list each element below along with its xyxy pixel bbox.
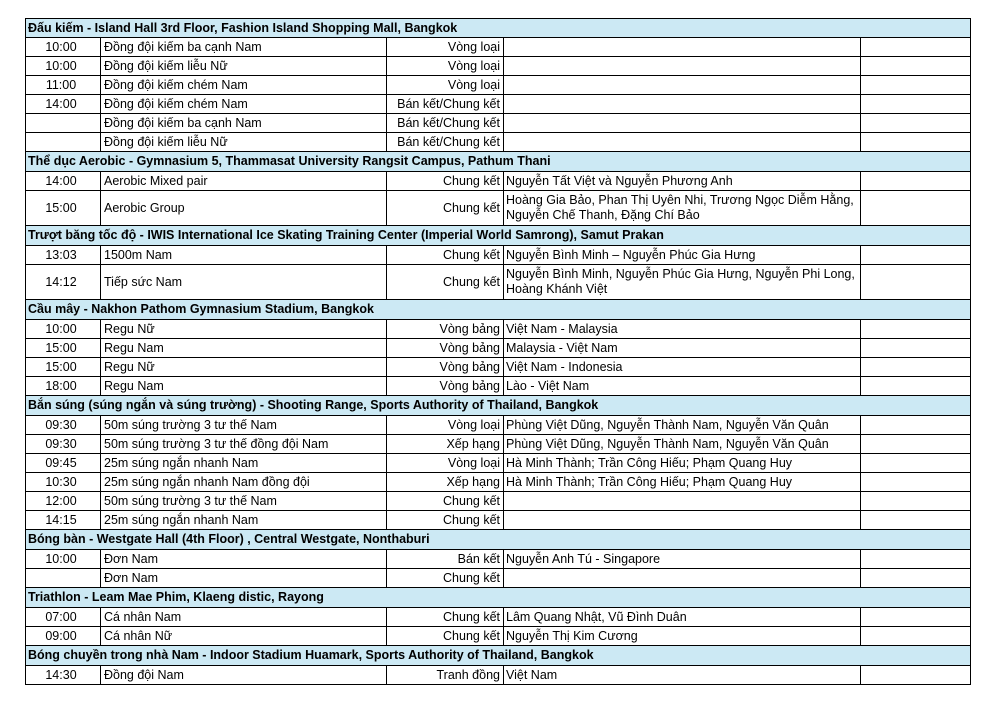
round-cell[interactable]: Vòng bảng — [387, 377, 504, 395]
table-row[interactable] — [25, 569, 971, 588]
event-cell[interactable]: Đồng đội kiếm liễu Nữ — [101, 133, 387, 151]
time-cell[interactable]: 09:30 — [26, 435, 101, 453]
time-cell[interactable] — [26, 114, 101, 132]
round-cell[interactable]: Chung kết — [387, 608, 504, 626]
round-cell[interactable]: Chung kết — [387, 265, 504, 299]
table-row[interactable] — [25, 114, 971, 133]
time-cell[interactable]: 12:00 — [26, 492, 101, 510]
round-cell[interactable]: Bán kết — [387, 550, 504, 568]
empty-cell[interactable] — [861, 38, 972, 56]
athletes-cell[interactable]: Nguyễn Thị Kim Cương — [504, 627, 861, 645]
empty-cell[interactable] — [861, 666, 972, 684]
time-cell[interactable]: 14:30 — [26, 666, 101, 684]
athletes-cell[interactable]: Lào - Việt Nam — [504, 377, 861, 395]
time-cell[interactable]: 10:00 — [26, 550, 101, 568]
event-cell[interactable]: 1500m Nam — [101, 246, 387, 264]
empty-cell[interactable] — [861, 265, 972, 299]
round-cell[interactable]: Vòng loại — [387, 76, 504, 94]
athletes-cell[interactable]: Phùng Việt Dũng, Nguyễn Thành Nam, Nguyễn Văn Quân — [504, 416, 861, 434]
time-cell[interactable]: 11:00 — [26, 76, 101, 94]
empty-cell[interactable] — [861, 76, 972, 94]
event-cell[interactable]: 50m súng trường 3 tư thế Nam — [101, 492, 387, 510]
empty-cell[interactable] — [861, 358, 972, 376]
event-cell[interactable]: Đơn Nam — [101, 569, 387, 587]
table-row[interactable] — [25, 550, 971, 569]
empty-cell[interactable] — [861, 473, 972, 491]
time-cell[interactable]: 15:00 — [26, 358, 101, 376]
schedule-table — [25, 18, 971, 685]
event-cell[interactable]: Đơn Nam — [101, 550, 387, 568]
empty-cell[interactable] — [861, 339, 972, 357]
table-row[interactable] — [25, 133, 971, 152]
table-row[interactable] — [25, 377, 971, 396]
time-cell[interactable]: 14:12 — [26, 265, 101, 299]
section-header[interactable]: Cầu mây - Nakhon Pathom Gymnasium Stadium, Bangkok — [25, 300, 971, 320]
round-cell[interactable]: Chung kết — [387, 172, 504, 190]
round-cell[interactable]: Vòng loại — [387, 454, 504, 472]
athletes-cell[interactable]: Nguyễn Tất Việt và Nguyễn Phương Anh — [504, 172, 861, 190]
table-row[interactable] — [25, 246, 971, 265]
event-cell[interactable]: Cá nhân Nam — [101, 608, 387, 626]
section-header[interactable]: Thể dục Aerobic - Gymnasium 5, Thammasat University Rangsit Campus, Pathum Thani — [25, 152, 971, 172]
table-row[interactable] — [25, 38, 971, 57]
athletes-cell[interactable] — [504, 57, 861, 75]
table-row[interactable] — [25, 191, 971, 226]
table-row[interactable] — [25, 608, 971, 627]
section-header[interactable]: Triathlon - Leam Mae Phim, Klaeng distic, Rayong — [25, 588, 971, 608]
round-cell[interactable]: Bán kết/Chung kết — [387, 133, 504, 151]
empty-cell[interactable] — [861, 435, 972, 453]
event-cell[interactable]: Regu Nam — [101, 339, 387, 357]
round-cell[interactable]: Tranh đồng — [387, 666, 504, 684]
event-cell[interactable]: Đồng đội kiếm chém Nam — [101, 95, 387, 113]
event-cell[interactable]: Đồng đội Nam — [101, 666, 387, 684]
table-row[interactable] — [25, 627, 971, 646]
event-cell[interactable]: Cá nhân Nữ — [101, 627, 387, 645]
athletes-cell[interactable]: Hoàng Gia Bảo, Phan Thị Uyên Nhi, Trương Ngọc Diễm Hằng, Nguyễn Chế Thanh, Đặng Chí Bảo — [504, 191, 861, 225]
empty-cell[interactable] — [861, 133, 972, 151]
table-row[interactable] — [25, 492, 971, 511]
event-cell[interactable]: Regu Nữ — [101, 320, 387, 338]
time-cell[interactable] — [26, 133, 101, 151]
time-cell[interactable]: 13:03 — [26, 246, 101, 264]
athletes-cell[interactable]: Hà Minh Thành; Trần Công Hiếu; Phạm Quang Huy — [504, 473, 861, 491]
athletes-cell[interactable] — [504, 76, 861, 94]
round-cell[interactable]: Vòng loại — [387, 57, 504, 75]
time-cell[interactable]: 10:00 — [26, 38, 101, 56]
athletes-cell[interactable] — [504, 511, 861, 529]
empty-cell[interactable] — [861, 191, 972, 225]
event-cell[interactable]: 25m súng ngắn nhanh Nam — [101, 511, 387, 529]
section-header[interactable]: Bắn súng (súng ngắn và súng trường) - Shooting Range, Sports Authority of Thailand, Bangkok — [25, 396, 971, 416]
empty-cell[interactable] — [861, 511, 972, 529]
event-cell[interactable]: Đồng đội kiếm liễu Nữ — [101, 57, 387, 75]
round-cell[interactable]: Vòng loại — [387, 38, 504, 56]
empty-cell[interactable] — [861, 608, 972, 626]
section-header[interactable]: Trượt băng tốc độ - IWIS International Ice Skating Training Center (Imperial World Samrong), Samut Prakan — [25, 226, 971, 246]
round-cell[interactable]: Chung kết — [387, 191, 504, 225]
athletes-cell[interactable]: Malaysia - Việt Nam — [504, 339, 861, 357]
athletes-cell[interactable] — [504, 38, 861, 56]
empty-cell[interactable] — [861, 377, 972, 395]
time-cell[interactable]: 14:00 — [26, 95, 101, 113]
athletes-cell[interactable] — [504, 492, 861, 510]
table-row[interactable] — [25, 320, 971, 339]
athletes-cell[interactable]: Nguyễn Bình Minh – Nguyễn Phúc Gia Hưng — [504, 246, 861, 264]
empty-cell[interactable] — [861, 114, 972, 132]
section-header[interactable]: Bóng chuyền trong nhà Nam - Indoor Stadium Huamark, Sports Authority of Thailand, Bangkok — [25, 646, 971, 666]
event-cell[interactable]: 25m súng ngắn nhanh Nam — [101, 454, 387, 472]
athletes-cell[interactable]: Hà Minh Thành; Trần Công Hiếu; Phạm Quang Huy — [504, 454, 861, 472]
table-row[interactable] — [25, 265, 971, 300]
round-cell[interactable]: Bán kết/Chung kết — [387, 114, 504, 132]
table-row[interactable] — [25, 511, 971, 530]
event-cell[interactable]: Aerobic Group — [101, 191, 387, 225]
table-row[interactable] — [25, 76, 971, 95]
event-cell[interactable]: 25m súng ngắn nhanh Nam đồng đội — [101, 473, 387, 491]
event-cell[interactable]: Đồng đội kiếm ba cạnh Nam — [101, 38, 387, 56]
table-row[interactable] — [25, 339, 971, 358]
empty-cell[interactable] — [861, 454, 972, 472]
round-cell[interactable]: Vòng loại — [387, 416, 504, 434]
empty-cell[interactable] — [861, 627, 972, 645]
empty-cell[interactable] — [861, 569, 972, 587]
time-cell[interactable]: 15:00 — [26, 339, 101, 357]
round-cell[interactable]: Vòng bảng — [387, 339, 504, 357]
empty-cell[interactable] — [861, 550, 972, 568]
table-row[interactable] — [25, 435, 971, 454]
time-cell[interactable]: 10:00 — [26, 57, 101, 75]
time-cell[interactable]: 07:00 — [26, 608, 101, 626]
event-cell[interactable]: Regu Nam — [101, 377, 387, 395]
time-cell[interactable]: 10:00 — [26, 320, 101, 338]
round-cell[interactable]: Chung kết — [387, 492, 504, 510]
table-row[interactable] — [25, 57, 971, 76]
time-cell[interactable]: 09:30 — [26, 416, 101, 434]
table-row[interactable] — [25, 358, 971, 377]
round-cell[interactable]: Xếp hạng — [387, 473, 504, 491]
time-cell[interactable]: 14:15 — [26, 511, 101, 529]
athletes-cell[interactable]: Nguyễn Anh Tú - Singapore — [504, 550, 861, 568]
athletes-cell[interactable]: Việt Nam — [504, 666, 861, 684]
athletes-cell[interactable] — [504, 114, 861, 132]
athletes-cell[interactable] — [504, 133, 861, 151]
table-row[interactable] — [25, 666, 971, 685]
empty-cell[interactable] — [861, 57, 972, 75]
time-cell[interactable]: 15:00 — [26, 191, 101, 225]
event-cell[interactable]: Regu Nữ — [101, 358, 387, 376]
athletes-cell[interactable] — [504, 95, 861, 113]
event-cell[interactable]: Đồng đội kiếm chém Nam — [101, 76, 387, 94]
round-cell[interactable]: Bán kết/Chung kết — [387, 95, 504, 113]
athletes-cell[interactable]: Lâm Quang Nhật, Vũ Đình Duân — [504, 608, 861, 626]
athletes-cell[interactable]: Phùng Việt Dũng, Nguyễn Thành Nam, Nguyễn Văn Quân — [504, 435, 861, 453]
time-cell[interactable]: 09:45 — [26, 454, 101, 472]
event-cell[interactable]: Đồng đội kiếm ba cạnh Nam — [101, 114, 387, 132]
event-cell[interactable]: 50m súng trường 3 tư thế Nam — [101, 416, 387, 434]
athletes-cell[interactable]: Việt Nam - Indonesia — [504, 358, 861, 376]
athletes-cell[interactable]: Nguyễn Bình Minh, Nguyễn Phúc Gia Hưng, Nguyễn Phi Long, Hoàng Khánh Việt — [504, 265, 861, 299]
empty-cell[interactable] — [861, 172, 972, 190]
round-cell[interactable]: Chung kết — [387, 627, 504, 645]
empty-cell[interactable] — [861, 492, 972, 510]
table-row[interactable] — [25, 473, 971, 492]
round-cell[interactable]: Chung kết — [387, 246, 504, 264]
table-row[interactable] — [25, 416, 971, 435]
round-cell[interactable]: Chung kết — [387, 569, 504, 587]
time-cell[interactable]: 09:00 — [26, 627, 101, 645]
table-row[interactable] — [25, 454, 971, 473]
time-cell[interactable]: 10:30 — [26, 473, 101, 491]
event-cell[interactable]: 50m súng trường 3 tư thế đồng đội Nam — [101, 435, 387, 453]
empty-cell[interactable] — [861, 95, 972, 113]
round-cell[interactable]: Vòng bảng — [387, 320, 504, 338]
event-cell[interactable]: Aerobic Mixed pair — [101, 172, 387, 190]
empty-cell[interactable] — [861, 246, 972, 264]
round-cell[interactable]: Vòng bảng — [387, 358, 504, 376]
time-cell[interactable]: 18:00 — [26, 377, 101, 395]
round-cell[interactable]: Xếp hạng — [387, 435, 504, 453]
table-row[interactable] — [25, 172, 971, 191]
athletes-cell[interactable] — [504, 569, 861, 587]
athletes-cell[interactable]: Việt Nam - Malaysia — [504, 320, 861, 338]
table-row[interactable] — [25, 95, 971, 114]
section-header[interactable]: Đấu kiếm - Island Hall 3rd Floor, Fashion Island Shopping Mall, Bangkok — [25, 18, 971, 38]
empty-cell[interactable] — [861, 320, 972, 338]
event-cell[interactable]: Tiếp sức Nam — [101, 265, 387, 299]
round-cell[interactable]: Chung kết — [387, 511, 504, 529]
time-cell[interactable] — [26, 569, 101, 587]
empty-cell[interactable] — [861, 416, 972, 434]
time-cell[interactable]: 14:00 — [26, 172, 101, 190]
section-header[interactable]: Bóng bàn - Westgate Hall (4th Floor) , Central Westgate, Nonthaburi — [25, 530, 971, 550]
